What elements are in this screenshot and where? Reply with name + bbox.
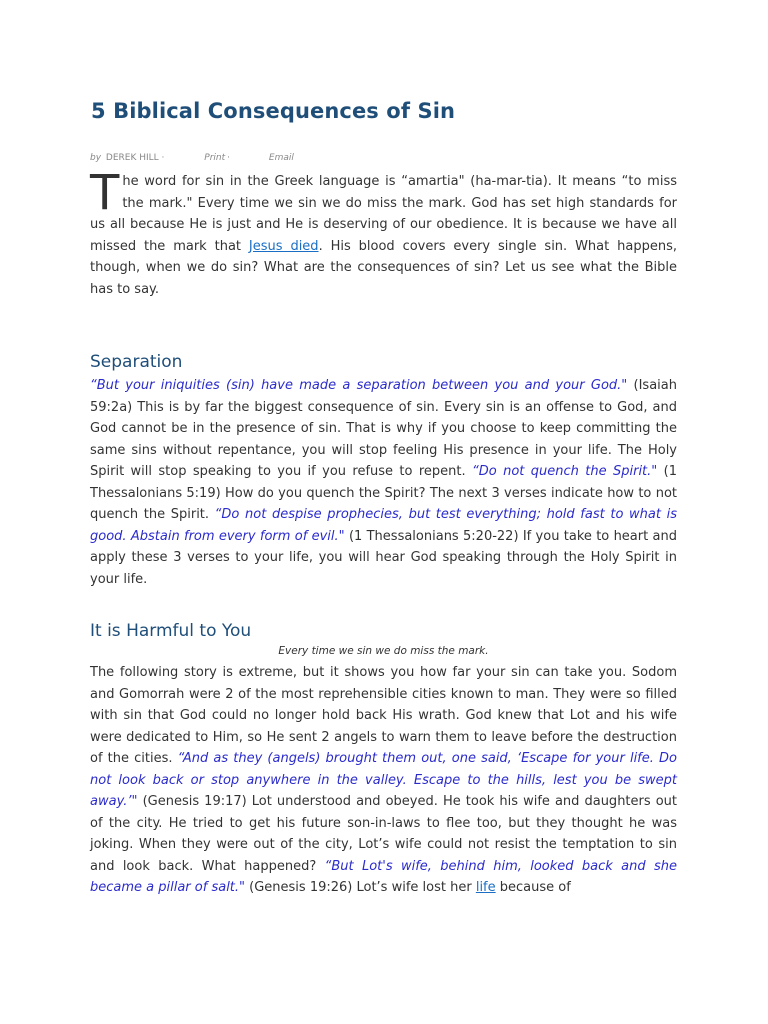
scripture-quote: “Do not despise prophecies, but test everything; hold fast to what is good. Abstain from every form of evil." bbox=[90, 507, 677, 544]
intro-text-1: he word for sin in the Greek language is “amartia" (ha-mar-tia). It means “to miss the mark." Every time we sin we do miss the mark. God has set high standards for us all because He is just and He is deserving of our obedience. It is because we have all missed the mark that bbox=[90, 174, 677, 254]
scripture-quote: “Do not quench the Spirit." bbox=[472, 464, 658, 479]
intro-text-2: . His blood covers every single sin. What happens, though, when we do sin? What are the consequences of sin? Let us see what the Bible has to say. bbox=[90, 238, 677, 297]
paragraph-text: (1 Thessalonians 5:19) How do you quench the Spirit? The next 3 verses indicate how to not quench the Spirit. bbox=[90, 464, 677, 522]
intro-paragraph bbox=[90, 165, 677, 300]
paragraph-text: The following story is extreme, but it shows you how far your sin can take you. Sodom and Gomorrah were 2 of the most reprehensible cities known to man. They were so filled with sin that God could no longer hold back His wrath. God knew that Lot and his wife were dedicated to Him, so He sent 2 angels to warn them to leave before the destruction of the cities. bbox=[90, 665, 677, 766]
scripture-quote: “But Lot's wife, behind him, looked back and she became a pillar of salt." bbox=[90, 858, 677, 895]
paragraph-text: because of bbox=[495, 880, 571, 895]
jesus-died-link[interactable]: Jesus died bbox=[248, 238, 319, 254]
paragraph-text: (1 Thessalonians 5:20-22) If you take to heart and apply these 3 verses to your life, you will hear God speaking through the Holy Spirit in your life. bbox=[90, 528, 677, 587]
life-link[interactable]: life bbox=[475, 880, 496, 895]
email-link[interactable]: Email bbox=[268, 153, 294, 163]
author-link[interactable]: DEREK HILL · bbox=[105, 153, 165, 163]
section-heading-separation: Separation bbox=[90, 352, 183, 372]
scripture-quote: “And as they (angels) brought them out, one said, ‘Escape for your life. Do not look back or stop anywhere in the valley. Escape to the hills, lest you be swept away.’" bbox=[90, 751, 677, 809]
separation-paragraph bbox=[90, 375, 677, 590]
print-link[interactable]: Print bbox=[204, 153, 226, 163]
byline-separator: · bbox=[227, 153, 231, 163]
byline-by: by bbox=[90, 153, 102, 163]
scripture-quote: “But your iniquities (sin) have made a separation between you and your God." bbox=[90, 378, 628, 393]
harmful-paragraph bbox=[90, 662, 677, 899]
byline bbox=[90, 153, 294, 163]
paragraph-text: (Genesis 19:17) Lot understood and obeyed. He took his wife and daughters out of the city. He tried to get his future son-in-laws to flee too, but they thought he was joking. When they were out of the city, Lot’s wife could not resist the temptation to sin and look back. What happened? bbox=[90, 794, 677, 874]
paragraph-text: (Genesis 19:26) Lot’s wife lost her bbox=[245, 880, 476, 895]
drop-cap: T bbox=[90, 165, 120, 221]
pull-quote-caption: Every time we sin we do miss the mark. bbox=[278, 645, 489, 657]
article-title: 5 Biblical Consequences of Sin bbox=[91, 99, 456, 123]
section-heading-harmful: It is Harmful to You bbox=[90, 621, 252, 641]
paragraph-text: (Isaiah 59:2a) This is by far the biggest consequence of sin. Every sin is an offense to God, and God cannot be in the presence of sin. That is why if you choose to keep committing the same sins without repentance, you will stop feeling His presence in your life. The Holy Spirit will stop speaking to you if you refuse to repent. bbox=[90, 378, 677, 479]
